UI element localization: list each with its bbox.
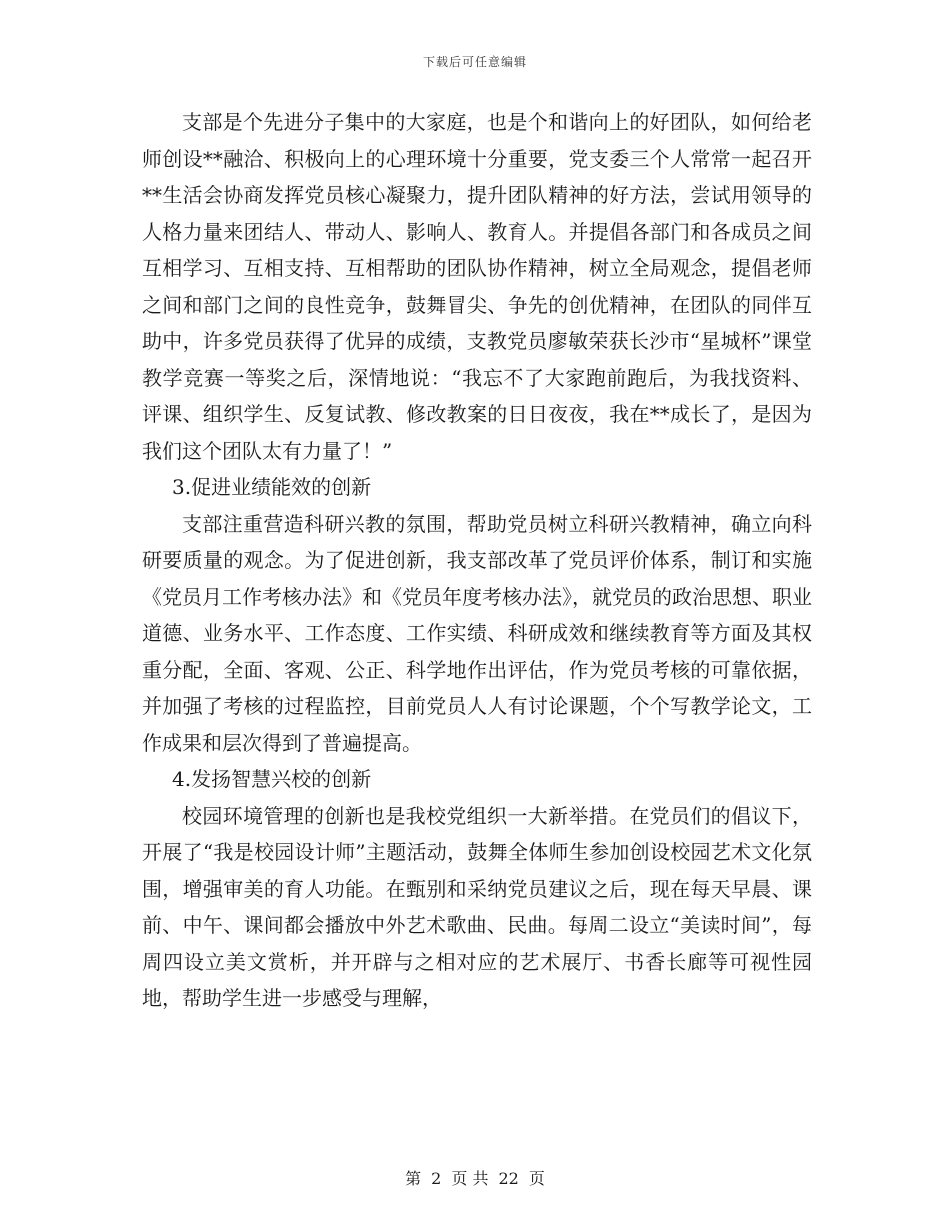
- paragraph-campus-environment: 校园环境管理的创新也是我校党组织一大新举措。在党员们的倡议下，开展了“我是校园设计师”主题活动，鼓舞全体师生参加创设校园艺术文化氛围，增强审美的育人功能。在甄别和采纳党员建议之后，现在每天早晨、课前、中午、课间都会播放中外艺术歌曲、民曲。每周二设立“美读时间”，每周四设立美文赏析，并开辟与之相对应的艺术展厅、书香长廊等可视性园地，帮助学生进一步感受与理解，: [142, 803, 812, 1010]
- page-header: 下载后可任意编辑: [422, 55, 527, 69]
- section-heading-4: 4.发扬智慧兴校的创新: [172, 767, 372, 791]
- footer-prefix: 第: [405, 1169, 422, 1188]
- paragraph-team-spirit: 支部是个先进分子集中的大家庭，也是个和谐向上的好团队，如何给老师创设**融洽、积极向上的心理环境十分重要，党支委三个人常常一起召开**生活会协商发挥党员核心凝聚力，提升团队精神的好方法，尝试用领导的人格力量来团结人、带动人、影响人、教育人。并提倡各部门和各成员之间互相学习、互相支持、互相帮助的团队协作精神，树立全局观念，提倡老师之间和部门之间的良性竞争，鼓舞冒尖、争先的创优精神，在团队的同伴互助中，许多党员获得了优异的成绩，支教党员廖敏荣获长沙市“星城杯”课堂教学竞赛一等奖之后，深情地说：“我忘不了大家跑前跑后，为我找资料、评课、组织学生、反复试教、修改教案的日日夜夜，我在**成长了，是因为我们这个团队太有力量了！”: [142, 110, 812, 463]
- section-heading-3: 3.促进业绩能效的创新: [172, 475, 372, 499]
- footer-suffix: 页: [528, 1169, 545, 1188]
- document-body: [142, 104, 812, 1017]
- footer-page-number: 2: [431, 1169, 442, 1188]
- paragraph-performance: 支部注重营造科研兴教的氛围，帮助党员树立科研兴教精神，确立向科研要质量的观念。为了促进创新，我支部改革了党员评价体系，制订和实施《党员月工作考核办法》和《党员年度考核办法》，就党员的政治思想、职业道德、业务水平、工作态度、工作实绩、科研成效和继续教育等方面及其权重分配，全面、客观、公正、科学地作出评估，作为党员考核的可靠依据，并加强了考核的过程监控，目前党员人人有讨论课题，个个写教学论文，工作成果和层次得到了普遍提高。: [142, 511, 812, 755]
- footer-total-pages: 22: [498, 1169, 519, 1188]
- footer-middle: 页 共: [451, 1169, 489, 1188]
- page-footer: [0, 1166, 950, 1189]
